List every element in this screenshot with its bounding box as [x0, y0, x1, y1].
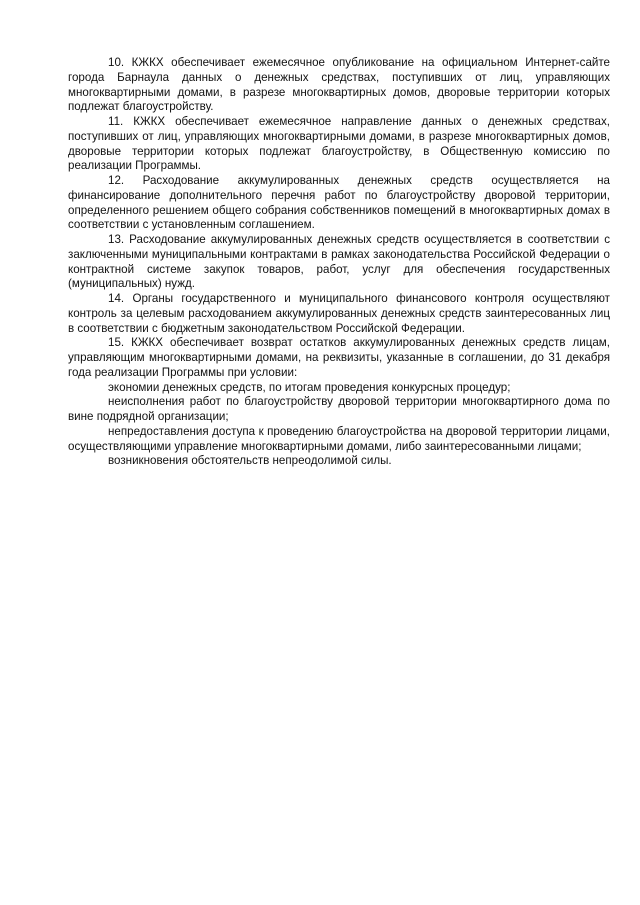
paragraph-14: 14. Органы государственного и муниципального финансового контроля осуществляют контроль за целевым расходованием аккумулированных денежных средств заинтересованных лиц в соответствии с бюджетным законодательством Российской Федерации. [68, 292, 610, 335]
condition-force-majeure: возникновения обстоятельств непреодолимой силы. [108, 454, 392, 468]
paragraph-12: 12. Расходование аккумулированных денежных средств осуществляется на финансирование дополнительного перечня работ по благоустройству дворовой территории, определенного решением общего собрания собственников помещений в многоквартирных домах в соответствии с установленным соглашением. [68, 174, 610, 232]
paragraph-10: 10. КЖКХ обеспечивает ежемесячное опубликование на официальном Интернет-сайте города Барнаула данных о денежных средствах, поступивших от лиц, управляющих многоквартирными домами, в разрезе многоквартирных домов, дворовые территории которых подлежат благоустройству. [68, 56, 610, 114]
condition-savings: экономии денежных средств, по итогам проведения конкурсных процедур; [108, 380, 511, 394]
paragraph-11: 11. КЖКХ обеспечивает ежемесячное направление данных о денежных средствах, поступивших от лиц, управляющих многоквартирными домами, в разрезе многоквартирных домов, дворовые территории которых подлежат благоустройству, в Общественную комиссию по реализации Программы. [68, 115, 610, 173]
paragraph-15: 15. КЖКХ обеспечивает возврат остатков аккумулированных денежных средств лицам, управляющим многоквартирными домами, на реквизиты, указанные в соглашении, до 31 декабря года реализации Программы при условии: [68, 336, 610, 379]
condition-contractor-failure: неисполнения работ по благоустройству дворовой территории многоквартирного дома по вине подрядной организации; [68, 395, 610, 423]
paragraph-13: 13. Расходование аккумулированных денежных средств осуществляется в соответствии с заключенными муниципальными контрактами в рамках законодательства Российской Федерации о контрактной системе закупок товаров, работ, услуг для обеспечения государственных (муниципальных) нужд. [68, 233, 610, 291]
document-page [68, 56, 610, 469]
condition-access-denied: непредоставления доступа к проведению благоустройства на дворовой территории лицами, осуществляющими управление многоквартирными домами, либо заинтересованными лицами; [68, 424, 610, 453]
